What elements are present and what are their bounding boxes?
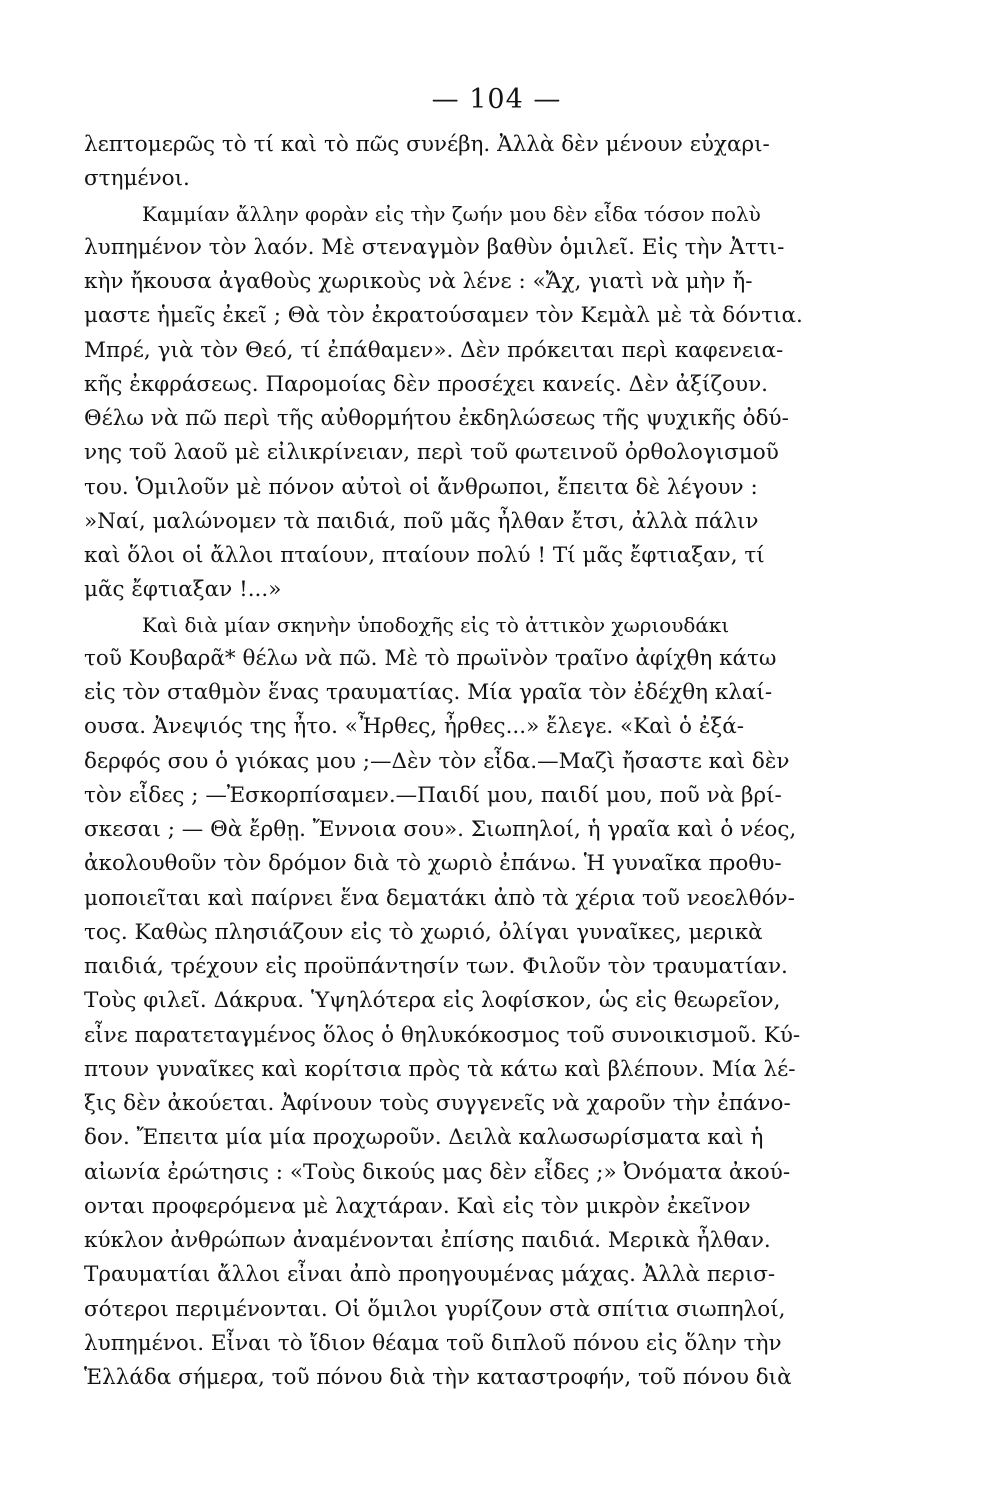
text-line: πτουν γυναῖκες καὶ κορίτσια πρὸς τὰ κάτω καὶ βλέπουν. Μία λέ- — [84, 1056, 796, 1082]
text-line: ἀκολουθοῦν τὸν δρόμον διὰ τὸ χωριὸ ἐπάνω. Ἡ γυναῖκα προθυ- — [84, 851, 782, 877]
text-line: Ἑλλάδα σήμερα, τοῦ πόνου διὰ τὴν καταστροφήν, τοῦ πόνου διὰ — [84, 1365, 792, 1390]
text-line: ουσα. Ἀνεψιός της ἦτο. «Ἦρθες, ἦρθες...» ἔλεγε. «Καὶ ὁ ἐξά- — [84, 714, 744, 740]
text-line: στημένοι. — [84, 166, 190, 192]
text-line: εἰς τὸν σταθμὸν ἕνας τραυματίας. Μία γραῖα τὸν ἐδέχθη κλαί- — [84, 680, 773, 705]
text-line: του. Ὁμιλοῦν μὲ πόνον αὐτοὶ οἱ ἄνθρωποι, ἔπειτα δὲ λέγουν : — [84, 474, 758, 500]
text-line: ονται προφερόμενα μὲ λαχτάραν. Καὶ εἰς τὸν μικρὸν ἐκεῖνον — [84, 1193, 751, 1219]
text-line: Θέλω νὰ πῶ περὶ τῆς αὐθορμήτου ἐκδηλώσεως τῆς ψυχικῆς ὀδύ- — [84, 406, 789, 431]
text-line: τοῦ Κουβαρᾶ* θέλω νὰ πῶ. Μὲ τὸ πρωϊνὸν τραῖνο ἀφίχθη κάτω — [84, 645, 777, 671]
text-line: καὶ ὅλοι οἱ ἄλλοι πταίουν, πταίουν πολύ ! Τί μᾶς ἔφτιαξαν, τί — [84, 543, 765, 568]
text-line: λυπημένον τὸν λαόν. Μὲ στεναγμὸν βαθὺν ὁμιλεῖ. Εἰς τὴν Ἀττι- — [84, 234, 785, 260]
text-line: μᾶς ἔφτιαξαν !...» — [84, 577, 282, 603]
text-line: μαστε ἡμεῖς ἐκεῖ ; Θὰ τὸν ἐκρατούσαμεν τὸν Κεμὰλ μὲ τὰ δόντια. — [84, 303, 803, 329]
text-line: λυπημένοι. Εἶναι τὸ ἴδιον θέαμα τοῦ διπλοῦ πόνου εἰς ὅλην τὴν — [84, 1330, 782, 1356]
text-line: Μπρέ, γιὰ τὸν Θεό, τί ἐπάθαμεν». Δὲν πρόκειται περὶ καφενεια- — [84, 337, 784, 363]
text-line: λεπτομερῶς τὸ τί καὶ τὸ πῶς συνέβη. Ἀλλὰ δὲν μένουν εὐχαρι- — [84, 132, 770, 157]
text-line: ξις δὲν ἀκούεται. Ἀφίνουν τοὺς συγγενεῖς νὰ χαροῦν τὴν ἐπάνο- — [84, 1091, 791, 1116]
text-line: Καὶ διὰ μίαν σκηνὴν ὑποδοχῆς εἰς τὸ ἀττικὸν χωριουδάκι — [142, 612, 730, 637]
text-line: τὸν εἶδες ; —Ἐσκορπίσαμεν.—Παιδί μου, παιδί μου, ποῦ νὰ βρί- — [84, 782, 782, 808]
page-number: — 104 — — [431, 84, 562, 115]
text-line: σκεσαι ; — Θὰ ἔρθῃ. Ἔννοια σου». Σιωπηλοί, ἡ γραῖα καὶ ὁ νέος, — [84, 817, 797, 842]
text-line: Καμμίαν ἄλλην φορὰν εἰς τὴν ζωήν μου δὲν εἶδα τόσον πολὺ — [142, 201, 761, 226]
text-line: κῆς ἐκφράσεως. Παρομοίας δὲν προσέχει κανείς. Δὲν ἀξίζουν. — [84, 371, 769, 397]
text-line: τος. Καθὼς πλησιάζουν εἰς τὸ χωριό, ὀλίγαι γυναῖκες, μερικὰ — [84, 919, 763, 945]
text-line: αἰωνία ἐρώτησις : «Τοὺς δικούς μας δὲν εἶδες ;» Ὀνόματα ἀκού- — [84, 1159, 791, 1185]
text-line: σότεροι περιμένονται. Οἱ ὅμιλοι γυρίζουν στὰ σπίτια σιωπηλοί, — [84, 1296, 786, 1322]
text-line: δον. Ἔπειτα μία μία προχωροῦν. Δειλὰ καλωσωρίσματα καὶ ἡ — [84, 1125, 764, 1151]
text-line: δερφός σου ὁ γιόκας μου ;—Δὲν τὸν εἶδα.—Μαζὶ ἤσαστε καὶ δὲν — [84, 748, 790, 774]
text-line: νης τοῦ λαοῦ μὲ εἰλικρίνειαν, περὶ τοῦ φωτεινοῦ ὀρθολογισμοῦ — [84, 440, 779, 466]
text-line: »Ναί, μαλώνομεν τὰ παιδιά, ποῦ μᾶς ἦλθαν ἔτσι, ἀλλὰ πάλιν — [84, 508, 759, 534]
text-line: μοποιεῖται καὶ παίρνει ἕνα δεματάκι ἀπὸ τὰ χέρια τοῦ νεοελθόν- — [84, 885, 795, 911]
text-line: Τοὺς φιλεῖ. Δάκρυα. Ὑψηλότερα εἰς λοφίσκον, ὡς εἰς θεωρεῖον, — [84, 988, 781, 1014]
text-line: εἶνε παρατεταγμένος ὅλος ὁ θηλυκόκοσμος τοῦ συνοικισμοῦ. Κύ- — [84, 1022, 801, 1048]
body-text — [84, 128, 884, 1395]
text-line: Τραυματίαι ἄλλοι εἶναι ἀπὸ προηγουμένας μάχας. Ἀλλὰ περισ- — [84, 1262, 776, 1288]
text-line: κὴν ἤκουσα ἀγαθοὺς χωρικοὺς νὰ λένε : «Ἄχ, γιατὶ νὰ μὴν ἤ- — [84, 269, 753, 294]
text-line: κύκλον ἀνθρώπων ἀναμένονται ἐπίσης παιδιά. Μερικὰ ἦλθαν. — [84, 1228, 771, 1253]
text-line: παιδιά, τρέχουν εἰς προϋπάντησίν των. Φιλοῦν τὸν τραυματίαν. — [84, 954, 788, 979]
